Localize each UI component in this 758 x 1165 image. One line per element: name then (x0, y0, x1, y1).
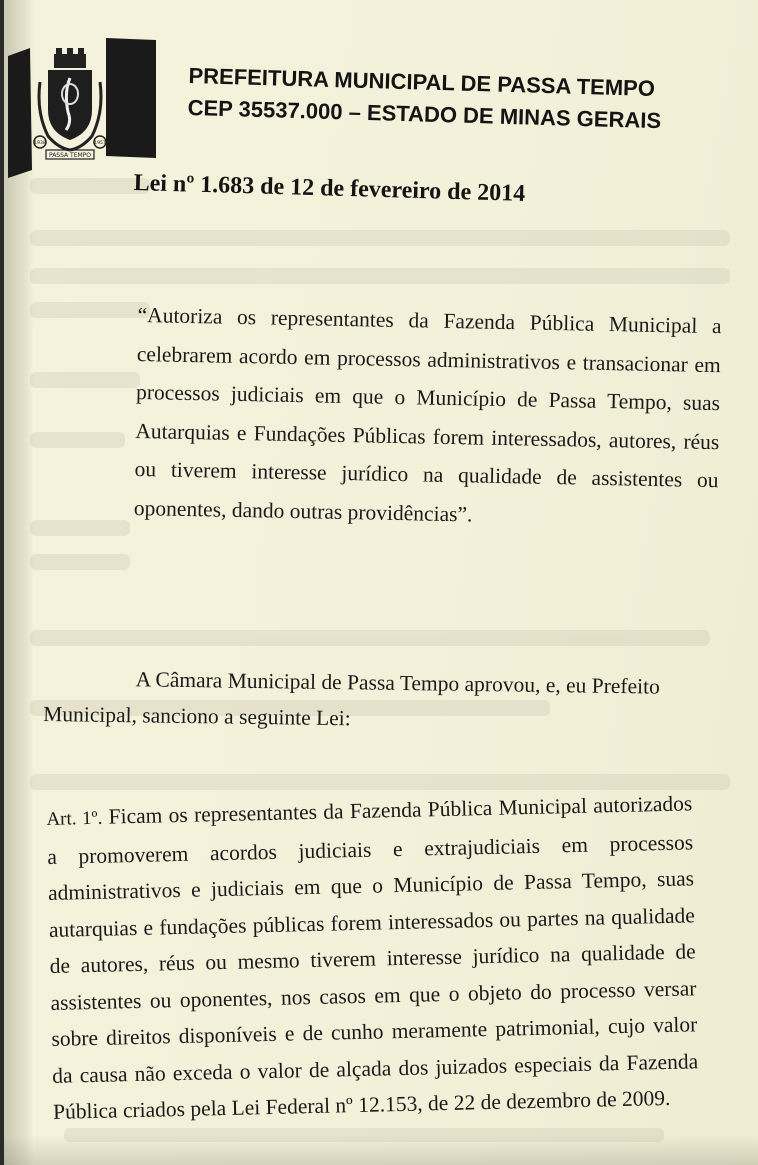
logo-year-right: 1957 (94, 141, 106, 146)
article-label: Art. 1º. (46, 807, 103, 830)
article-1 (46, 785, 699, 1130)
article-text: Ficam os representantes da Fazenda Pública Municipal autorizados a promoverem acordos judiciais e extrajudiciais em processos administrativos e judiciais em que o Município de Passa Tempo, suas autarquias e fundações públicas forem interessados ou partes na qualidade de autores, réus ou mesmo tiverem interesse jurídico na qualidade de assistentes ou oponentes, nos casos em que o objeto do processo versar sobre direitos disponíveis e de cunho meramente patrimonial, cujo valor da causa não exceda o valor de alçada dos juizados especiais da Fazenda Pública criados pela Lei Federal nº 12.153, de 22 de dezembro de 2009. (47, 791, 699, 1124)
logo-year-left: 1938 (34, 141, 46, 146)
letterhead-line-1: PREFEITURA MUNICIPAL DE PASSA TEMPO (188, 62, 656, 102)
preamble (43, 660, 704, 741)
page-bottom-shadow (4, 1135, 758, 1165)
preamble-text-1: A Câmara Municipal de Passa Tempo aprovou, e, eu Prefeito (135, 667, 660, 699)
law-summary: “Autoriza os representantes da Fazenda Pública Municipal a celebrarem acordo em processos administrativos e transacionar em processos judiciais em que o Município de Passa Tempo, suas Autarquias e Fundações Públicas forem interessados, autores, réus ou tiverem interesse jurídico na qualidade de assistentes ou oponentes, dando outras providências”. (133, 302, 722, 526)
logo-motto: PASSA TEMPO (48, 152, 92, 159)
coat-of-arms-logo (8, 38, 158, 178)
law-title: Lei nº 1.683 de 12 de fevereiro de 2014 (133, 170, 526, 207)
preamble-text-2: Municipal, sanciono a seguinte Lei: (43, 701, 351, 731)
document-page (4, 0, 758, 1165)
letterhead-line-2: CEP 35537.000 – ESTADO DE MINAS GERAIS (187, 94, 662, 134)
